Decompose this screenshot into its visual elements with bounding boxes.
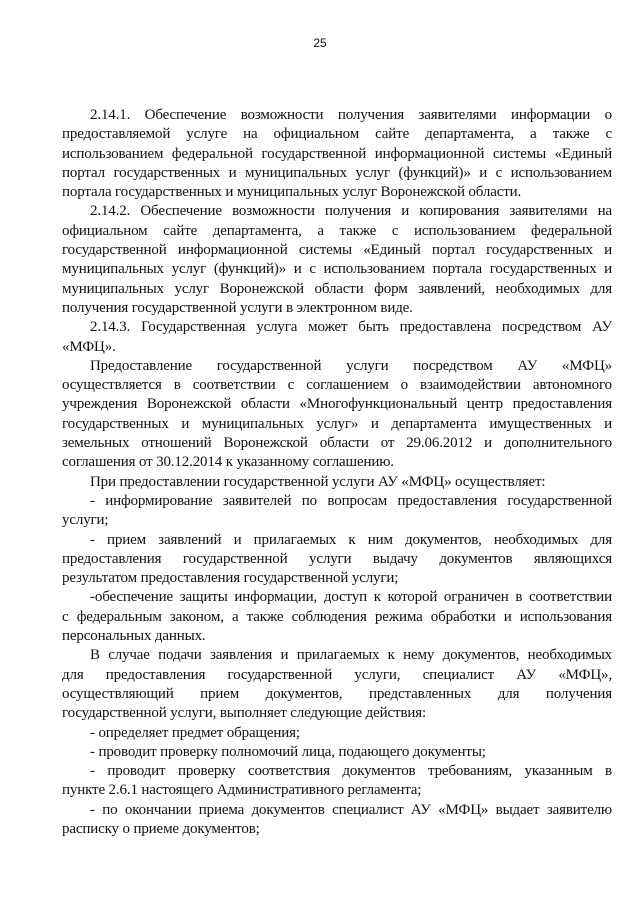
text-line: земельных отношений Воронежской области от 29.06.2012 и дополнительного [62,435,612,452]
text-line: В случае подачи заявления и прилагаемых к нему документов, необходимых [90,647,612,664]
text-line: портал государственных и муниципальных услуг (функций)» и с использованием [62,164,612,181]
text-line: государственной услуги, выполняет следующие действия: [62,705,427,722]
text-line: использованием федеральной государственной информационной системы «Единый [62,145,612,162]
text-line: 2.14.2. Обеспечение возможности получения и копирования заявителями на [90,203,612,220]
text-line: муниципальных услуг Воронежской области форм заявлений, необходимых для [62,280,612,297]
text-line: получения государственной услуги в электронном виде. [62,299,413,316]
text-line: государственных и муниципальных услуг» и департамента имущественных и [62,415,612,432]
text-line: При предоставлении государственной услуги АУ «МФЦ» осуществляет: [90,473,546,490]
text-line: - проводит проверку полномочий лица, подающего документы; [90,743,486,760]
text-line: -обеспечение защиты информации, доступ к которой ограничен в соответствии [90,589,612,606]
text-line: - по окончании приема документов специалист АУ «МФЦ» выдает заявителю [90,801,612,818]
page-number: 25 [313,36,327,50]
text-line: - определяет предмет обращения; [90,724,300,741]
text-line: - прием заявлений и прилагаемых к ним документов, необходимых для [90,531,612,548]
text-line: с федеральным законом, а также соблюдения режима обработки и использования [62,608,612,625]
text-line: услуги; [62,512,109,529]
document-body [62,106,612,839]
text-line: Предоставление государственной услуги посредством АУ «МФЦ» [90,357,612,374]
text-line: портала государственных и муниципальных услуг Воронежской области. [62,184,522,201]
text-line: результатом предоставления государственной услуги; [62,570,399,587]
text-line: осуществляющий прием документов, представленных для получения [62,685,612,702]
text-line: персональных данных. [62,628,206,645]
text-line: 2.14.1. Обеспечение возможности получения заявителями информации о [90,107,612,123]
text-line: муниципальных услуг (функций)» и с использованием портала государственных и [62,261,612,278]
text-line: для предоставления государственной услуги, специалист АУ «МФЦ», [62,666,612,683]
text-line: 2.14.3. Государственная услуга может быть предоставлена посредством АУ [90,319,612,336]
text-line: расписку о приеме документов; [62,820,260,837]
text-line: предоставляемой услуге на официальном сайте департамента, а также с [62,126,612,143]
text-line: «МФЦ». [62,338,116,355]
text-line: государственной информационной системы «Единый портал государственных и [62,242,612,259]
text-line: пункте 2.6.1 настоящего Административного регламента; [62,782,422,799]
text-line: предоставления государственной услуги выдачу документов являющихся [62,550,612,567]
text-line: соглашения от 30.12.2014 к указанному соглашению. [62,454,394,471]
text-line: - информирование заявителей по вопросам предоставления государственной [90,492,612,509]
text-line: осуществляется в соответствии с соглашением о взаимодействии автономного [62,377,612,394]
text-line: учреждения Воронежской области «Многофункциональный центр предоставления [62,396,612,413]
text-line: - проводит проверку соответствия документов требованиям, указанным в [90,763,612,780]
text-line: официальном сайте департамента, а также с использованием федеральной [62,222,612,239]
